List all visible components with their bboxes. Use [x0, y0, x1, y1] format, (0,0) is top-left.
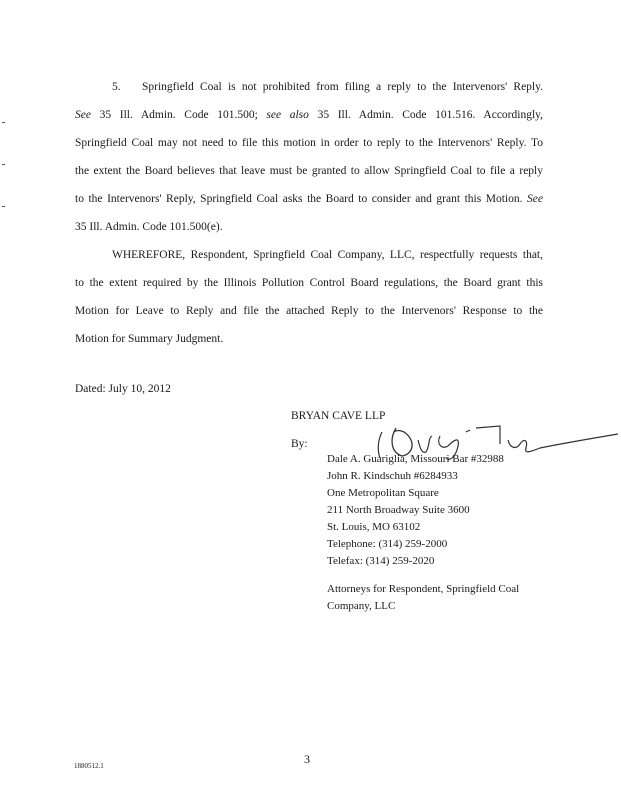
- signature-line-attorney-1: Dale A. Guariglia, Missouri Bar #32988: [327, 453, 504, 465]
- paragraph-5-line-2: See 35 Ill. Admin. Code 101.500; see also 35 Ill. Admin. Code 101.516. Accordingly,: [75, 109, 544, 121]
- attorneys-for-line-2: Company, LLC: [327, 600, 396, 612]
- margin-mark: [2, 164, 5, 165]
- dated-line: Dated: July 10, 2012: [75, 383, 171, 395]
- wherefore-line-3: Motion for Leave to Reply and file the attached Reply to the Intervenors' Response to the: [75, 305, 543, 317]
- signature-line-telephone: Telephone: (314) 259-2000: [327, 538, 448, 550]
- by-label: By:: [291, 438, 308, 450]
- signature-line-telefax: Telefax: (314) 259-2020: [327, 555, 435, 567]
- firm-name: BRYAN CAVE LLP: [291, 410, 386, 422]
- signature-line-attorney-2: John R. Kindschuh #6284933: [327, 470, 458, 482]
- margin-mark: [2, 122, 5, 123]
- signature-line-address-1: One Metropolitan Square: [327, 487, 439, 499]
- wherefore-line-1: WHEREFORE, Respondent, Springfield Coal Company, LLC, respectfully requests that,: [112, 249, 543, 261]
- paragraph-5-line-6: 35 Ill. Admin. Code 101.500(e).: [75, 221, 223, 233]
- signature-line-address-2: 211 North Broadway Suite 3600: [327, 504, 470, 516]
- signature-line-address-3: St. Louis, MO 63102: [327, 521, 421, 533]
- paragraph-5-line-5: to the Intervenors' Reply, Springfield Coal asks the Board to consider and grant this Motion. See: [75, 193, 544, 205]
- wherefore-line-2: to the extent required by the Illinois Pollution Control Board regulations, the Board grant this: [75, 277, 543, 289]
- margin-mark: [2, 206, 5, 207]
- paragraph-5-line-1: 5. Springfield Coal is not prohibited from filing a reply to the Intervenors' Reply.: [112, 81, 543, 93]
- page-number: 3: [304, 752, 310, 766]
- attorneys-for-line-1: Attorneys for Respondent, Springfield Coal: [327, 583, 520, 595]
- document-id: 1880512.1: [74, 762, 104, 770]
- wherefore-line-4: Motion for Summary Judgment.: [75, 333, 224, 345]
- paragraph-5-line-3: Springfield Coal may not need to file this motion in order to reply to the Intervenors' Reply. To: [75, 137, 543, 149]
- paragraph-5-line-4: the extent the Board believes that leave must be granted to allow Springfield Coal to file a reply: [75, 165, 543, 177]
